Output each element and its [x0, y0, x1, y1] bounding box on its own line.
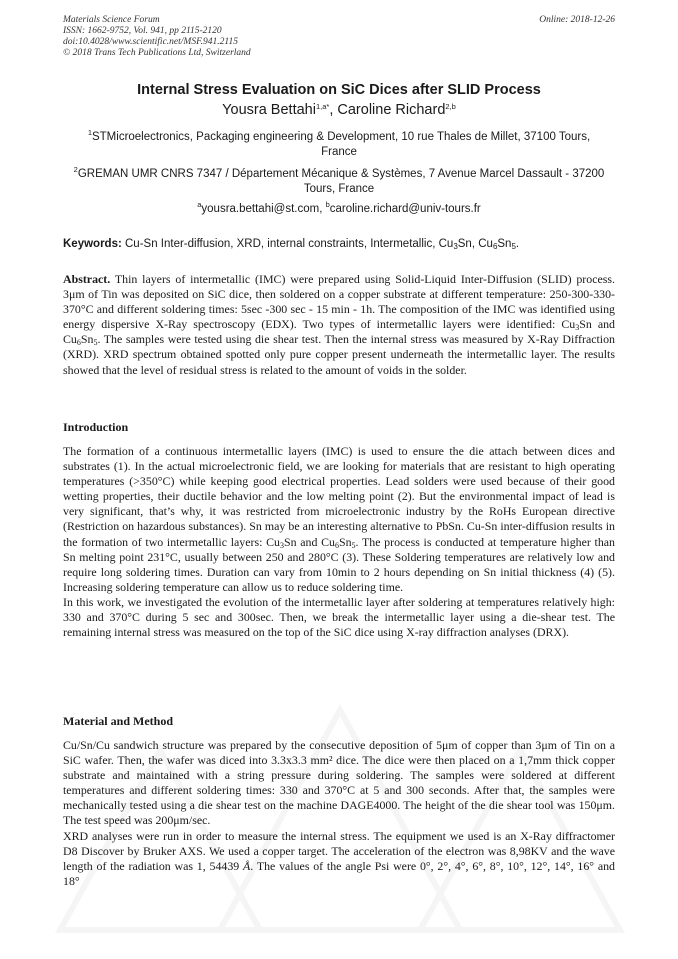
- online-date: Online: 2018-12-26: [539, 15, 615, 25]
- affiliation-2-mark: 2: [73, 165, 78, 174]
- email-b-mark: b: [325, 200, 330, 209]
- email-a-mark: a: [197, 200, 202, 209]
- abstract-text: Thin layers of intermetallic (IMC) were prepared using Solid-Liquid Inter-Diffusion (SLID) process. 3μm of Tin was deposited on SiC dice, then soldered on a copper substrate at different temperature: 250-300-330-370°C and different soldering times: 5sec -300 sec - 15 min - 1h. The composition of the IMC was identified using energy dispersive X-Ray spectroscopy (EDX). Two types of intermetallic layers were identified: Cu: [63, 272, 615, 332]
- keywords-sub: 3: [453, 242, 458, 251]
- material-text: . The values of the angle Psi were 0°, 2°, 4°, 6°, 8°, 10°, 12°, 14°, 16° and 18°: [63, 858, 616, 888]
- keywords-sub: 6: [492, 242, 498, 251]
- material-paragraph-1: Cu/Sn/Cu sandwich structure was prepared by the consecutive deposition of 5μm of copper than 3μm of Tin on a SiC wafer. Then, the wafer was diced into 3.3x3.3 mm² dice. The dice were then placed on a 1,7mm thick copper substrate and maintained with a string pressure during soldering. The samples were soldered at different temperatures and different soldering times: 330 and 370°C at 5 and 300 seconds. After that, the samples were mechanically tested using a die shear test on the machine DAGE4000. The height of the die shear tool was 150μm. The test speed was 200μm/sec.: [63, 738, 615, 828]
- keywords-text: .: [515, 238, 520, 250]
- introduction-paragraph-1: [63, 444, 615, 595]
- abstract-sub: 5: [93, 338, 98, 348]
- author-separator: ,: [329, 102, 338, 118]
- introduction-heading: Introduction: [63, 420, 129, 434]
- abstract-text: Sn and Cu: [63, 317, 615, 347]
- introduction-body: [63, 444, 615, 640]
- author-2: Caroline Richard: [337, 102, 446, 118]
- author-list: [40, 102, 638, 118]
- doi: doi:10.4028/www.scientific.net/MSF.941.2115: [63, 37, 238, 47]
- material-method-body: [63, 738, 615, 889]
- affiliation-2: [70, 167, 608, 197]
- material-paragraph-2: [63, 829, 615, 889]
- affiliation-1-mark: 1: [87, 128, 92, 137]
- abstract-sub: 6: [76, 338, 81, 348]
- intro-sub: 5: [351, 540, 356, 550]
- introduction-paragraph-2: In this work, we investigated the evolution of the intermetallic layer after soldering at temperatures relatively high: 330 and 370°C during 5 sec and 300sec. Then, we break the intermetallic layer using a die-shear test. The remaining internal stress was measured on the top of the SiC dice using X-ray diffraction analyses (DRX).: [63, 594, 615, 640]
- email-b[interactable]: caroline.richard@univ-tours.fr: [329, 203, 481, 215]
- abstract-sub: 3: [575, 323, 580, 333]
- affiliation-2-text: GREMAN UMR CNRS 7347 / Département Mécanique & Systèmes, 7 Avenue Marcel Dassault - 37200 Tours, France: [77, 168, 605, 195]
- keywords-text: Cu-Sn Inter-diffusion, XRD, internal constraints, Intermetallic, Cu: [121, 238, 454, 250]
- affiliation-1: [70, 130, 608, 160]
- keywords-text: Sn, Cu: [457, 238, 493, 250]
- author-emails: [40, 200, 638, 215]
- abstract: [63, 272, 615, 378]
- author-2-affil: 2,b: [445, 102, 456, 111]
- email-a[interactable]: yousra.bettahi@st.com: [201, 203, 320, 215]
- abstract-text: . The samples were tested using die shear test. Then the internal stress was measured by X-Ray Diffraction (XRD). XRD spectrum obtained spotted only pure copper present underneath the intermetallic layer. The results showed that the level of residual stress is related to the amount of voids in the solder.: [63, 332, 615, 377]
- issn: ISSN: 1662-9752, Vol. 941, pp 2115-2120: [63, 26, 222, 36]
- keywords: [63, 238, 615, 250]
- keywords-text: Sn: [497, 238, 512, 250]
- intro-text: . The process is conducted at temperature higher than Sn melting point 231°C, usually between 250 and 280°C (3). These Soldering temperatures are relatively low and require long soldering times. Duration can vary from 10min to 2 hours depending on Sn initial thickness (4) (5). Increasing soldering temperature can allow us to reduce soldering time.: [63, 534, 615, 594]
- journal-name: Materials Science Forum: [63, 15, 160, 25]
- material-text: XRD analyses were run in order to measure the internal stress. The equipment we used is an X-Ray diffractomer D8 Discover by Bruker AXS. We used a copper target. The acceleration of the electron was 8,98KV and the wave length of the radiation was 1, 54439: [63, 828, 615, 873]
- paper-title: Internal Stress Evaluation on SiC Dices after SLID Process: [137, 82, 541, 98]
- copyright: © 2018 Trans Tech Publications Ltd, Switzerland: [63, 48, 251, 58]
- keywords-label: Keywords:: [63, 238, 122, 250]
- journal-header: [63, 15, 615, 69]
- intro-sub: 3: [279, 540, 284, 550]
- author-1-affil: 1,a*: [315, 102, 330, 111]
- angstrom-unit: Å: [243, 858, 251, 873]
- intro-sub: 6: [334, 540, 339, 550]
- intro-text: The formation of a continuous intermetallic layers (IMC) is used to ensure the die attach between dices and substrates (1). In the actual microelectronic field, we are looking for materials that are resistant to high operating temperatures (>350°C) while keeping good electrical properties. Lead solders were used because of their good wetting properties, their ductile behavior and the low melting point (2). But the environmental impact of lead is very significant, that’s why, it was restricted from microelectronic industry by the RoHs European directive (Restriction on hazardous substances). Sn may be an interesting alternative to PbSn. Cu-Sn inter-diffusion results in the formation of two intermetallic layers: Cu: [63, 444, 615, 549]
- intro-text: Sn: [338, 534, 352, 549]
- material-method-heading: Material and Method: [63, 714, 173, 728]
- affiliation-1-text: STMicroelectronics, Packaging engineering & Development, 10 rue Thales de Millet, 37100 Tours, France: [91, 131, 591, 158]
- author-1: Yousra Bettahi: [222, 102, 316, 118]
- abstract-label: Abstract.: [63, 272, 111, 286]
- email-separator: ,: [319, 203, 326, 215]
- abstract-text: Sn: [80, 332, 94, 347]
- keywords-sub: 5: [511, 242, 516, 251]
- intro-text: Sn and Cu: [283, 534, 335, 549]
